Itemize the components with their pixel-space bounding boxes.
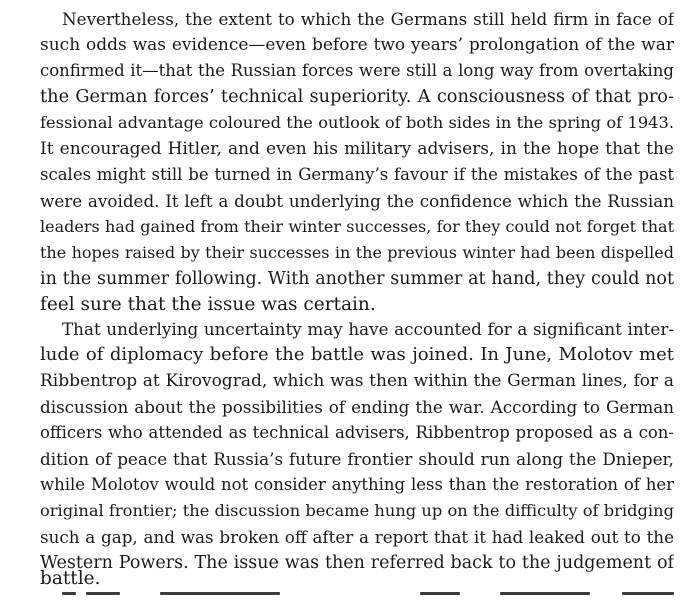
paragraph-1-line-6: It encouraged Hitler, and even his military advisers, in the hope that the <box>40 139 674 159</box>
paragraph-2-line-1: That underlying uncertainty may have accounted for a significant inter- <box>62 319 674 339</box>
paragraph-2-line-3: Ribbentrop at Kirovograd, which was then within the German lines, for a <box>40 371 674 391</box>
paragraph-2-line-4: discussion about the possibilities of ending the war. According to German <box>40 397 674 417</box>
paragraph-1-line-3: confirmed it—that the Russian forces were still a long way from overtaking <box>40 61 674 80</box>
paragraph-1-line-4: the German forces’ technical superiority. A consciousness of that pro- <box>40 87 674 107</box>
paragraph-1-line-10: the hopes raised by their successes in the previous winter had been dispelled <box>40 243 674 262</box>
cut-off-next-line <box>0 590 700 600</box>
paragraph-2-line-11: battle. <box>40 568 101 589</box>
paragraph-2-line-5: officers who attended as technical advisers, Ribbentrop proposed as a con- <box>40 423 674 442</box>
paragraph-1-line-5: fessional advantage coloured the outlook of both sides in the spring of 1943. <box>40 113 674 132</box>
paragraph-1-line-7: scales might still be turned in Germany’s favour if the mistakes of the past <box>40 165 674 184</box>
paragraph-1-line-2: such odds was evidence—even before two years’ prolongation of the war <box>40 35 674 55</box>
paragraph-2-line-2: lude of diplomacy before the battle was joined. In June, Molotov met <box>40 344 674 365</box>
paragraph-1-line-9: leaders had gained from their winter successes, for they could not forget that <box>40 217 674 236</box>
paragraph-1-line-11: in the summer following. With another summer at hand, they could not <box>40 269 674 289</box>
paragraph-2-line-9: such a gap, and was broken off after a report that it had leaked out to the <box>40 527 674 547</box>
paragraph-2-line-10: Western Powers. The issue was then referred back to the judgement of <box>40 553 674 573</box>
paragraph-1-line-12: feel sure that the issue was certain. <box>40 294 376 315</box>
paragraph-1-line-1: Nevertheless, the extent to which the Germans still held firm in face of <box>62 9 674 29</box>
paragraph-2-line-8: original frontier; the discussion became hung up on the difficulty of bridging <box>40 501 674 520</box>
paragraph-1-line-8: were avoided. It left a doubt underlying the confidence which the Russian <box>40 191 674 211</box>
paragraph-2-line-7: while Molotov would not consider anything less than the restoration of her <box>40 475 674 494</box>
paragraph-2-line-6: dition of peace that Russia’s future frontier should run along the Dnieper, <box>40 449 674 469</box>
